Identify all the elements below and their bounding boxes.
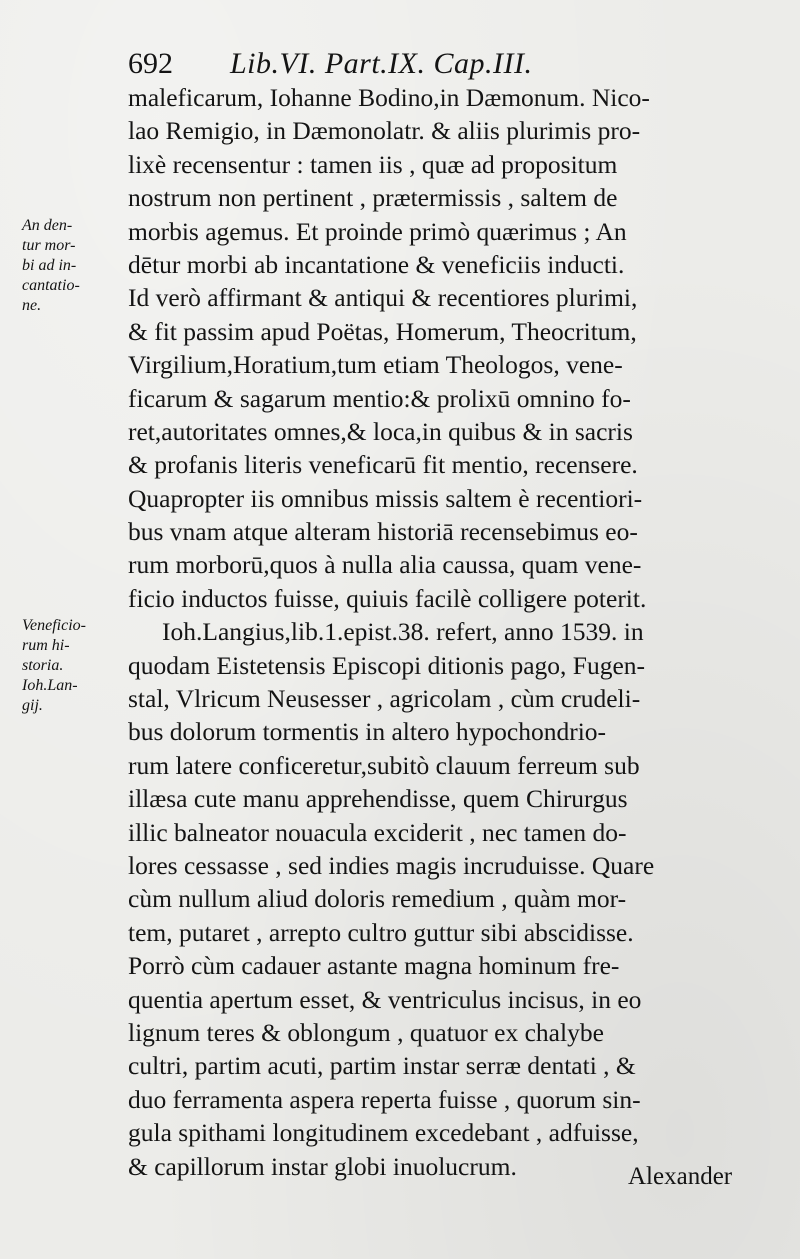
body-line: morbis agemus. Et proinde primò quærimus ; An [128, 216, 627, 246]
running-title: Lib.VI. Part.IX. Cap.III. [230, 47, 533, 80]
margin-note-line: Veneficio- [22, 617, 86, 634]
body-line: Quapropter iis omnibus missis saltem è recentiori- [128, 483, 643, 513]
body-line: cùm nullum aliud doloris remedium , quàm mor- [128, 884, 627, 914]
margin-note-line: storia. [22, 657, 64, 674]
margin-note-line: rum hi- [22, 637, 70, 654]
body-line: tem, putaret , arrepto cultro guttur sibi abscidisse. [128, 917, 634, 947]
body-line: ficio inductos fuisse, quiuis facilè colligere poterit. [128, 583, 647, 613]
body-text [128, 81, 768, 1183]
body-line: ret,autoritates omnes,& loca,in quibus & in sacris [128, 416, 633, 446]
body-line: rum morborū,quos à nulla alia caussa, quam vene- [128, 550, 642, 580]
margin-note-line: An den- [22, 217, 73, 234]
body-line: & profanis literis veneficarū fit mentio, recensere. [128, 450, 638, 480]
body-line: Virgilium,Horatium,tum etiam Theologos, vene- [128, 350, 623, 380]
body-line: bus dolorum tormentis in altero hypochondrio- [128, 717, 607, 747]
body-line: rum latere conficeretur,subitò clauum ferreum sub [128, 750, 640, 780]
body-line: & fit passim apud Poëtas, Homerum, Theocritum, [128, 316, 637, 346]
catchword: Alexander [628, 1163, 733, 1190]
body-line: Id verò affirmant & antiqui & recentiores plurimi, [128, 283, 638, 313]
body-line: quentia apertum esset, & ventriculus incisus, in eo [128, 984, 642, 1014]
page-header [128, 44, 748, 84]
body-line: bus vnam atque alteram historiā recensebimus eo- [128, 517, 638, 547]
margin-note-line: bi ad in- [22, 257, 77, 274]
body-line: gula spithami longitudinem excedebant , adfuisse, [128, 1118, 639, 1148]
body-line: illæsa cute manu apprehendisse, quem Chirurgus [128, 784, 628, 814]
body-line: lignum teres & oblongum , quatuor ex chalybe [128, 1017, 604, 1047]
margin-note-veneficiorum [22, 616, 126, 716]
margin-note-line: cantatio- [22, 277, 80, 294]
body-line: illic balneator nouacula exciderit , nec tamen do- [128, 817, 627, 847]
body-line: lao Remigio, in Dæmonolatr. & aliis plurimis pro- [128, 116, 641, 146]
margin-note-line: tur mor- [22, 237, 76, 254]
margin-note-line: gij. [22, 697, 43, 714]
body-line: quodam Eistetensis Episcopi ditionis pago, Fugen- [128, 650, 646, 680]
body-line: Ioh.Langius,lib.1.epist.38. refert, anno 1539. in [162, 617, 644, 647]
body-line: ficarum & sagarum mentio:& prolixū omnino fo- [128, 383, 631, 413]
body-line: nostrum non pertinent , prætermissis , saltem de [128, 183, 618, 213]
body-line: lores cessasse , sed indies magis incruduisse. Quare [128, 850, 655, 880]
body-line: dētur morbi ab incantatione & veneficiis inducti. [128, 249, 625, 279]
margin-note-line: ne. [22, 297, 42, 314]
body-line: cultri, partim acuti, partim instar serræ dentati , & [128, 1051, 636, 1081]
body-line: maleficarum, Iohanne Bodino,in Dæmonum. Nico- [128, 83, 650, 112]
page-number: 692 [128, 47, 173, 80]
body-line: Porrò cùm cadauer astante magna hominum fre- [128, 951, 620, 981]
body-line: duo ferramenta aspera reperta fuisse , quorum sin- [128, 1084, 641, 1114]
margin-note-incantations [22, 216, 126, 316]
body-line: stal, Vlricum Neusesser , agricolam , cùm crudeli- [128, 684, 641, 714]
margin-note-line: Ioh.Lan- [22, 677, 78, 694]
body-line: lixè recensentur : tamen iis , quæ ad propositum [128, 149, 618, 179]
body-line: & capillorum instar globi inuolucrum. [128, 1151, 517, 1181]
